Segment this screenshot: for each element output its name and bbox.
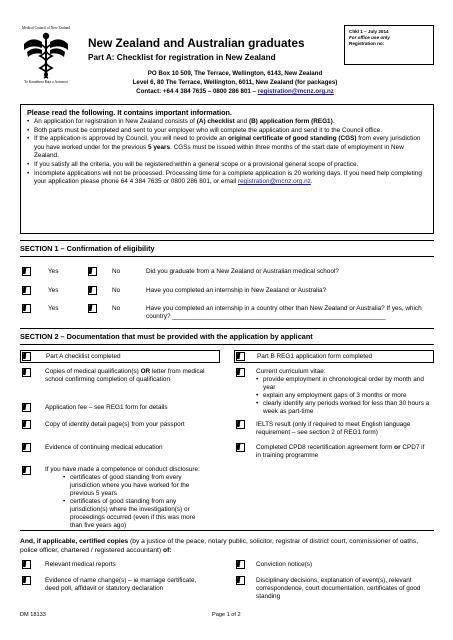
disclosure-bullet-1: • certificates of good standing from every jurisdiction where you have worked for the previous 5 years bbox=[63, 474, 207, 498]
contact-phone: Contact: +64 4 384 7635 – 0800 286 801 – bbox=[136, 88, 258, 95]
q3-no-label: No bbox=[112, 305, 121, 312]
s2-right-item-2: Current curriculum vitae: • provide employment in chronological order by month and year • explain any employment gaps of 3 months or more • clearly identify any periods worked for less than 30 hours a week as part-time bbox=[256, 368, 432, 416]
cv-bullet-1: • provide employment in chronological order by month and year bbox=[256, 376, 432, 392]
s2-right-item-4: Completed CPD8 recertification agreement form or CPD7 if in training programme bbox=[256, 444, 425, 459]
s2-right-checkbox-1[interactable] bbox=[236, 352, 245, 361]
s2-left-item-4: Copy of identity detail page(s) from your passport bbox=[45, 421, 185, 428]
s2-right-checkbox-3[interactable] bbox=[236, 420, 245, 429]
s2-right-item-3: IELTS result (only if required to meet English language requirement – see section 2 of REG1 form) bbox=[256, 421, 411, 436]
footer-page-number: Page 1 of 2 bbox=[212, 612, 241, 618]
s2-left-checkbox-4[interactable] bbox=[22, 420, 31, 429]
cv-bullet-3: • clearly identify any periods worked for less than 30 hours a week as part-time bbox=[256, 400, 432, 416]
s2-left-checkbox-6[interactable] bbox=[22, 466, 31, 475]
q2-no-checkbox[interactable] bbox=[88, 286, 97, 295]
info-bullet-2: • Both parts must be completed and sent to your employer who will complete the application and send it to the Council office. bbox=[27, 127, 427, 136]
info-bullet-5: • Incomplete applications will not be processed. Processing time for a complete application is 20 working days. If you need help completing your application please phone 64 4 384 7635 or 0800 286 801, or email registration@mcnz.org.nz. bbox=[27, 170, 427, 187]
section3-title: And, if applicable, certified copies (by a justice of the peace, notary public, solicitor, registrar of district court, commissioner of oaths, police officer, chartered / registered accountant) of: bbox=[20, 538, 419, 554]
s2-left-item-3: Application fee – see REG1 form for details bbox=[45, 404, 168, 411]
contact-email-link[interactable]: registration@mcnz.org.nz bbox=[257, 88, 334, 95]
page-title: New Zealand and Australian graduates bbox=[88, 36, 305, 50]
s2-left-checkbox-1[interactable] bbox=[22, 352, 31, 361]
cv-bullet-2: • explain any employment gaps of 3 months or more bbox=[256, 392, 432, 400]
s3-right-checkbox-1[interactable] bbox=[236, 560, 245, 569]
q1-yes-checkbox[interactable] bbox=[22, 267, 31, 276]
registration-no-label: Registration no: bbox=[349, 41, 385, 46]
section1-title: SECTION 1 – Confirmation of eligibility bbox=[20, 244, 155, 253]
q3-yes-checkbox[interactable] bbox=[22, 304, 31, 313]
s3-right-checkbox-2[interactable] bbox=[236, 576, 245, 585]
checklist-version: Chkl 1 – July 2014 bbox=[349, 29, 389, 34]
contact-line bbox=[105, 88, 365, 95]
s2-left-checkbox-5[interactable] bbox=[22, 443, 31, 452]
s2-left-checkbox-3[interactable] bbox=[22, 403, 31, 412]
caduceus-emblem-icon bbox=[18, 30, 74, 82]
physical-address: Level 6, 80 The Terrace, Wellington, 6011, New Zealand (for packages) bbox=[132, 79, 338, 86]
s3-left-item-2: Evidence of name change(s) – ie marriage certificate, deed poll, affidavit or statutory declaration bbox=[45, 577, 197, 592]
s3-left-item-1: Relevant medical reports bbox=[45, 561, 116, 568]
important-info-box bbox=[20, 104, 434, 234]
s2-right-checkbox-2[interactable] bbox=[236, 368, 245, 377]
s2-right-checkbox-4[interactable] bbox=[236, 443, 245, 452]
q2-text: Have you completed an internship in New Zealand or Australia? bbox=[146, 287, 327, 294]
info-bullet-1: • An application for registration in New Zealand consists of (A) checklist and (B) application form (REG1). bbox=[27, 118, 427, 127]
s2-left-checkbox-2[interactable] bbox=[22, 368, 31, 377]
s2-left-item-5: Evidence of continuing medical education bbox=[45, 444, 163, 451]
logo-top-text: Medical Council of New Zealand bbox=[21, 26, 71, 30]
q1-no-checkbox[interactable] bbox=[88, 267, 97, 276]
info-email-link[interactable]: registration@mcnz.org.nz bbox=[237, 178, 311, 186]
q1-yes-label: Yes bbox=[48, 268, 59, 275]
s2-left-item-6: If you have made a competence or conduct disclosure: • certificates of good standing from every jurisdiction where you have worked for the previous 5 years • certificates of good standing from any jurisdiction(s) where the investigation(s) or proceedings occurred (even if this was more than five years ago) bbox=[45, 466, 207, 530]
council-logo bbox=[18, 26, 74, 96]
office-use-box bbox=[344, 25, 434, 65]
section2-title: SECTION 2 – Documentation that must be provided with the application by applicant bbox=[20, 332, 313, 341]
postal-address: PO Box 10 509, The Terrace, Wellington, 6143, New Zealand bbox=[147, 70, 323, 77]
q1-text: Did you graduate from a New Zealand or Australian medical school? bbox=[146, 268, 339, 275]
page-subtitle: Part A: Checklist for registration in New Zealand bbox=[88, 53, 276, 62]
disclosure-bullet-2: • certificates of good standing from any jurisdiction(s) where the investigation(s) or proceedings occurred (even if this was more than five years ago) bbox=[63, 498, 207, 530]
q3-yes-label: Yes bbox=[48, 305, 59, 312]
q2-yes-checkbox[interactable] bbox=[22, 286, 31, 295]
s3-right-item-2: Disciplinary decisions, explanation of event(s), relevant correspondence, court documentation, certificates of good standing bbox=[256, 577, 421, 600]
s2-right-item-1: Part B REG1 application form completed bbox=[234, 350, 434, 363]
s3-left-checkbox-1[interactable] bbox=[22, 560, 31, 569]
footer-doc-id: DM 18133 bbox=[20, 612, 46, 618]
q2-yes-label: Yes bbox=[48, 287, 59, 294]
important-heading: Please read the following. It contains important information. bbox=[27, 108, 232, 117]
s3-left-checkbox-2[interactable] bbox=[22, 576, 31, 585]
logo-bottom-text: Te Kaunihera Rata o Aotearoa bbox=[24, 80, 68, 84]
info-bullet-3: • If the application is approved by Council, you will need to provide an original certificate of good standing (CGS) from every jurisdiction you have worked under for the previous 5 years. CGSs must be issued within three months of the start date of employment in New Zealand. bbox=[27, 135, 427, 161]
info-bullet-4: • If you satisfy all the criteria, you will be registered within a general scope or a provisional general scope of practice. bbox=[27, 161, 427, 170]
q3-no-checkbox[interactable] bbox=[88, 304, 97, 313]
q1-no-label: No bbox=[112, 268, 121, 275]
q2-no-label: No bbox=[112, 287, 121, 294]
office-use-label: For office use only bbox=[349, 35, 390, 40]
s2-left-item-1: Part A checklist completed bbox=[20, 350, 220, 363]
s2-left-item-2: Copies of medical qualification(s) OR letter from medical school confirming completion of qualification bbox=[45, 368, 205, 383]
q3-text: Have you completed an internship in a country other than New Zealand or Australia? If yes, which country? ____________________________________________________________ bbox=[146, 305, 422, 320]
s3-right-item-1: Conviction notice(s) bbox=[256, 561, 313, 568]
